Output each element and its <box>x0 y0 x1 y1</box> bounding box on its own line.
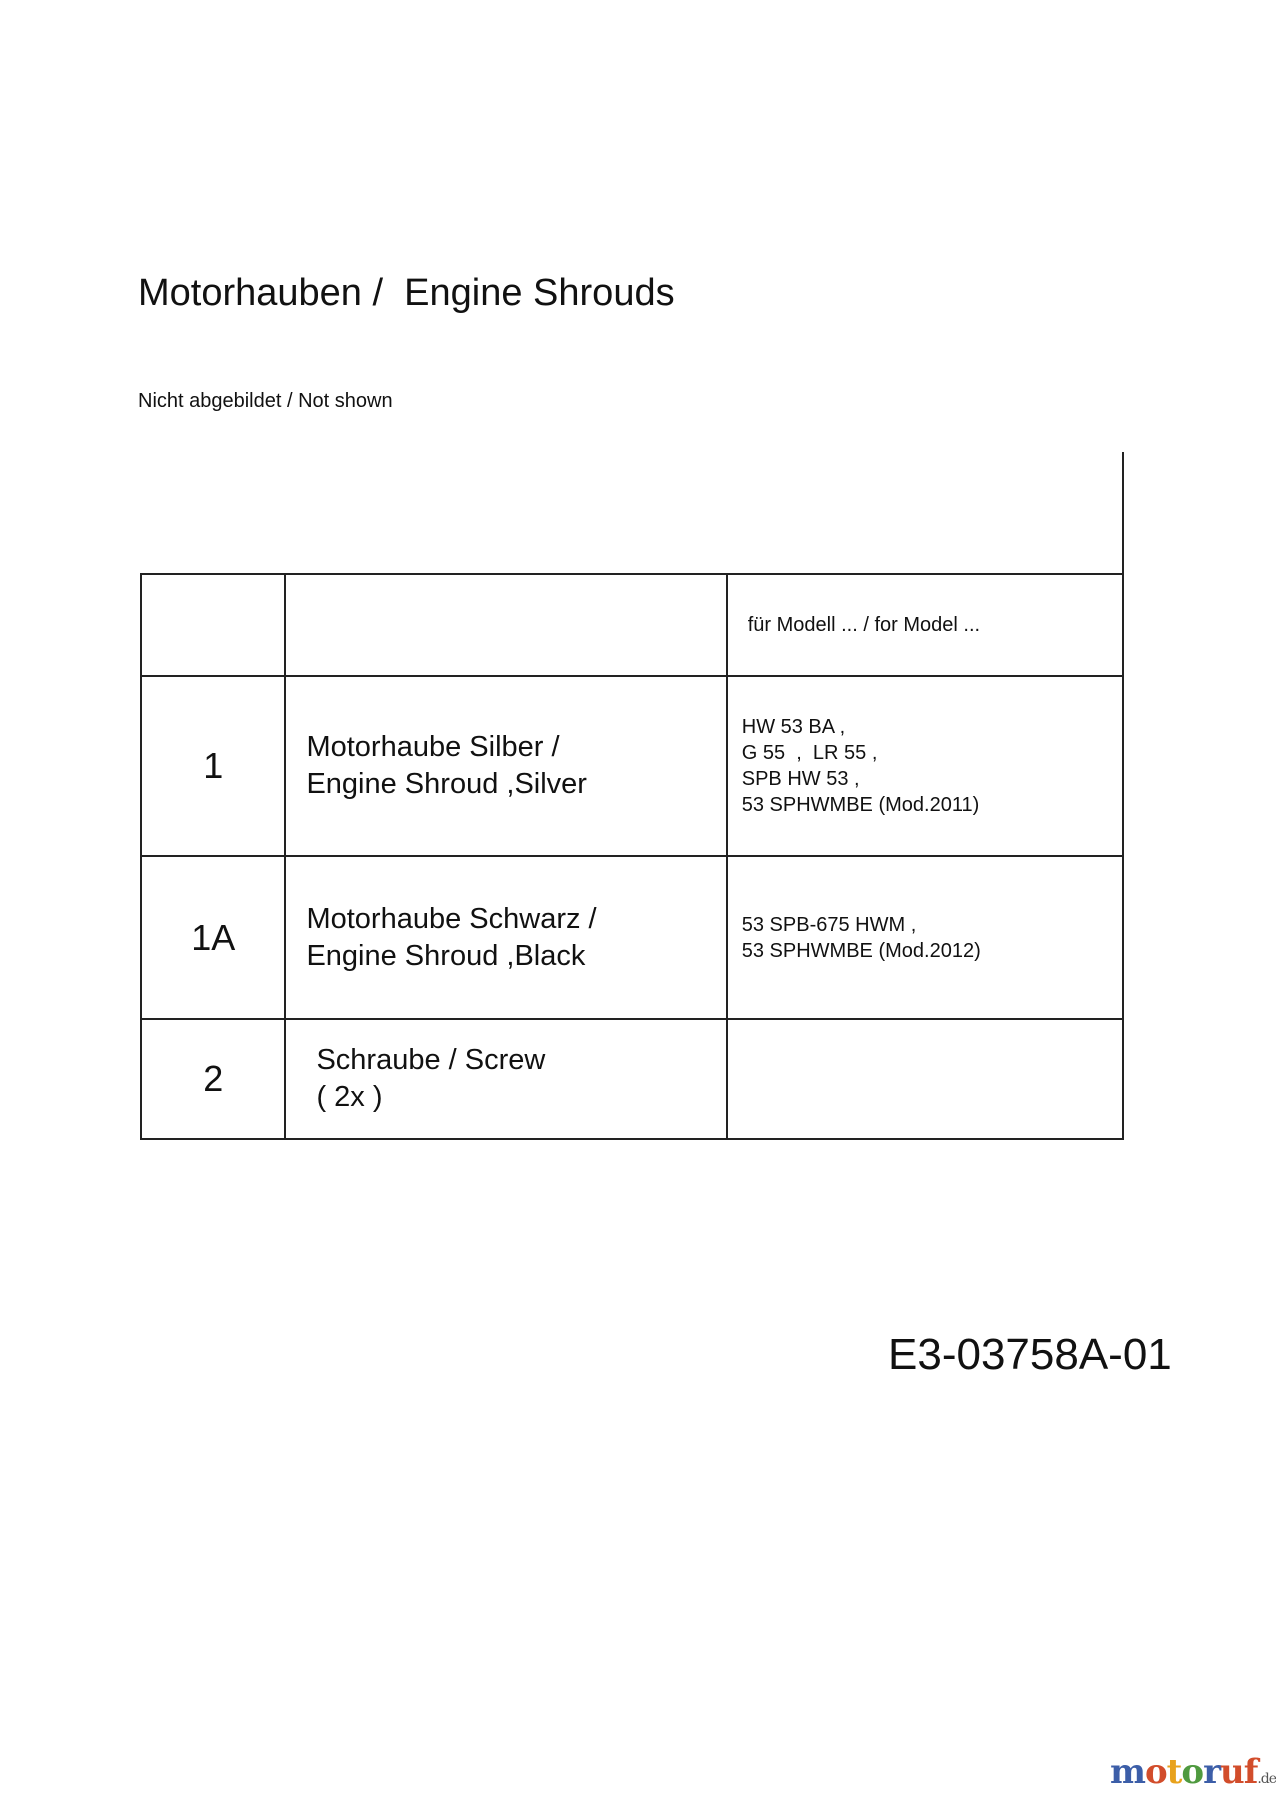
logo-letter: o <box>1181 1752 1204 1792</box>
header-cell-number <box>141 574 285 676</box>
model-line: 53 SPHWMBE (Mod.2011) <box>741 794 980 816</box>
part-description <box>285 676 726 856</box>
part-number: 1 <box>141 676 285 856</box>
model-line: G 55 , LR 55 , <box>741 742 878 764</box>
logo-letter: r <box>1203 1752 1220 1792</box>
table-row <box>141 1019 1123 1139</box>
model-line: SPB HW 53 , <box>741 768 860 790</box>
part-description <box>285 1019 726 1139</box>
part-description-line: ( 2x ) <box>316 1081 383 1113</box>
page-title: Motorhauben / Engine Shrouds <box>138 272 675 314</box>
logo-tld: .de <box>1257 1771 1276 1787</box>
page-subtitle: Nicht abgebildet / Not shown <box>138 390 393 412</box>
part-description-line: Engine Shroud ,Silver <box>306 768 587 800</box>
logo-letter: m <box>1110 1752 1145 1792</box>
part-description-line: Schraube / Screw <box>316 1044 546 1076</box>
model-line: 53 SPB-675 HWM , <box>741 913 917 936</box>
logo-letter: t <box>1166 1752 1182 1792</box>
header-cell-models: für Modell ... / for Model ... <box>727 574 1123 676</box>
part-description <box>285 856 726 1019</box>
parts-table <box>140 573 1124 1140</box>
motoruf-logo[interactable] <box>1110 1752 1276 1792</box>
part-models <box>727 856 1123 1019</box>
header-cell-description <box>285 574 726 676</box>
logo-letter: o <box>1144 1752 1167 1792</box>
part-description-line: Motorhaube Silber / <box>306 731 560 763</box>
model-line: HW 53 BA , <box>741 716 846 738</box>
part-number: 1A <box>141 856 285 1019</box>
model-line: 53 SPHWMBE (Mod.2012) <box>741 939 981 962</box>
table-top-edge-line <box>1122 452 1124 574</box>
part-models <box>727 1019 1123 1139</box>
part-description-line: Engine Shroud ,Black <box>306 939 586 972</box>
diagram-code: E3-03758A-01 <box>888 1330 1172 1379</box>
table-header-row <box>141 574 1123 676</box>
logo-letter: uf <box>1220 1752 1258 1792</box>
table-row <box>141 676 1123 856</box>
part-number: 2 <box>141 1019 285 1139</box>
part-models <box>727 676 1123 856</box>
table-row <box>141 856 1123 1019</box>
part-description-line: Motorhaube Schwarz / <box>306 902 597 935</box>
